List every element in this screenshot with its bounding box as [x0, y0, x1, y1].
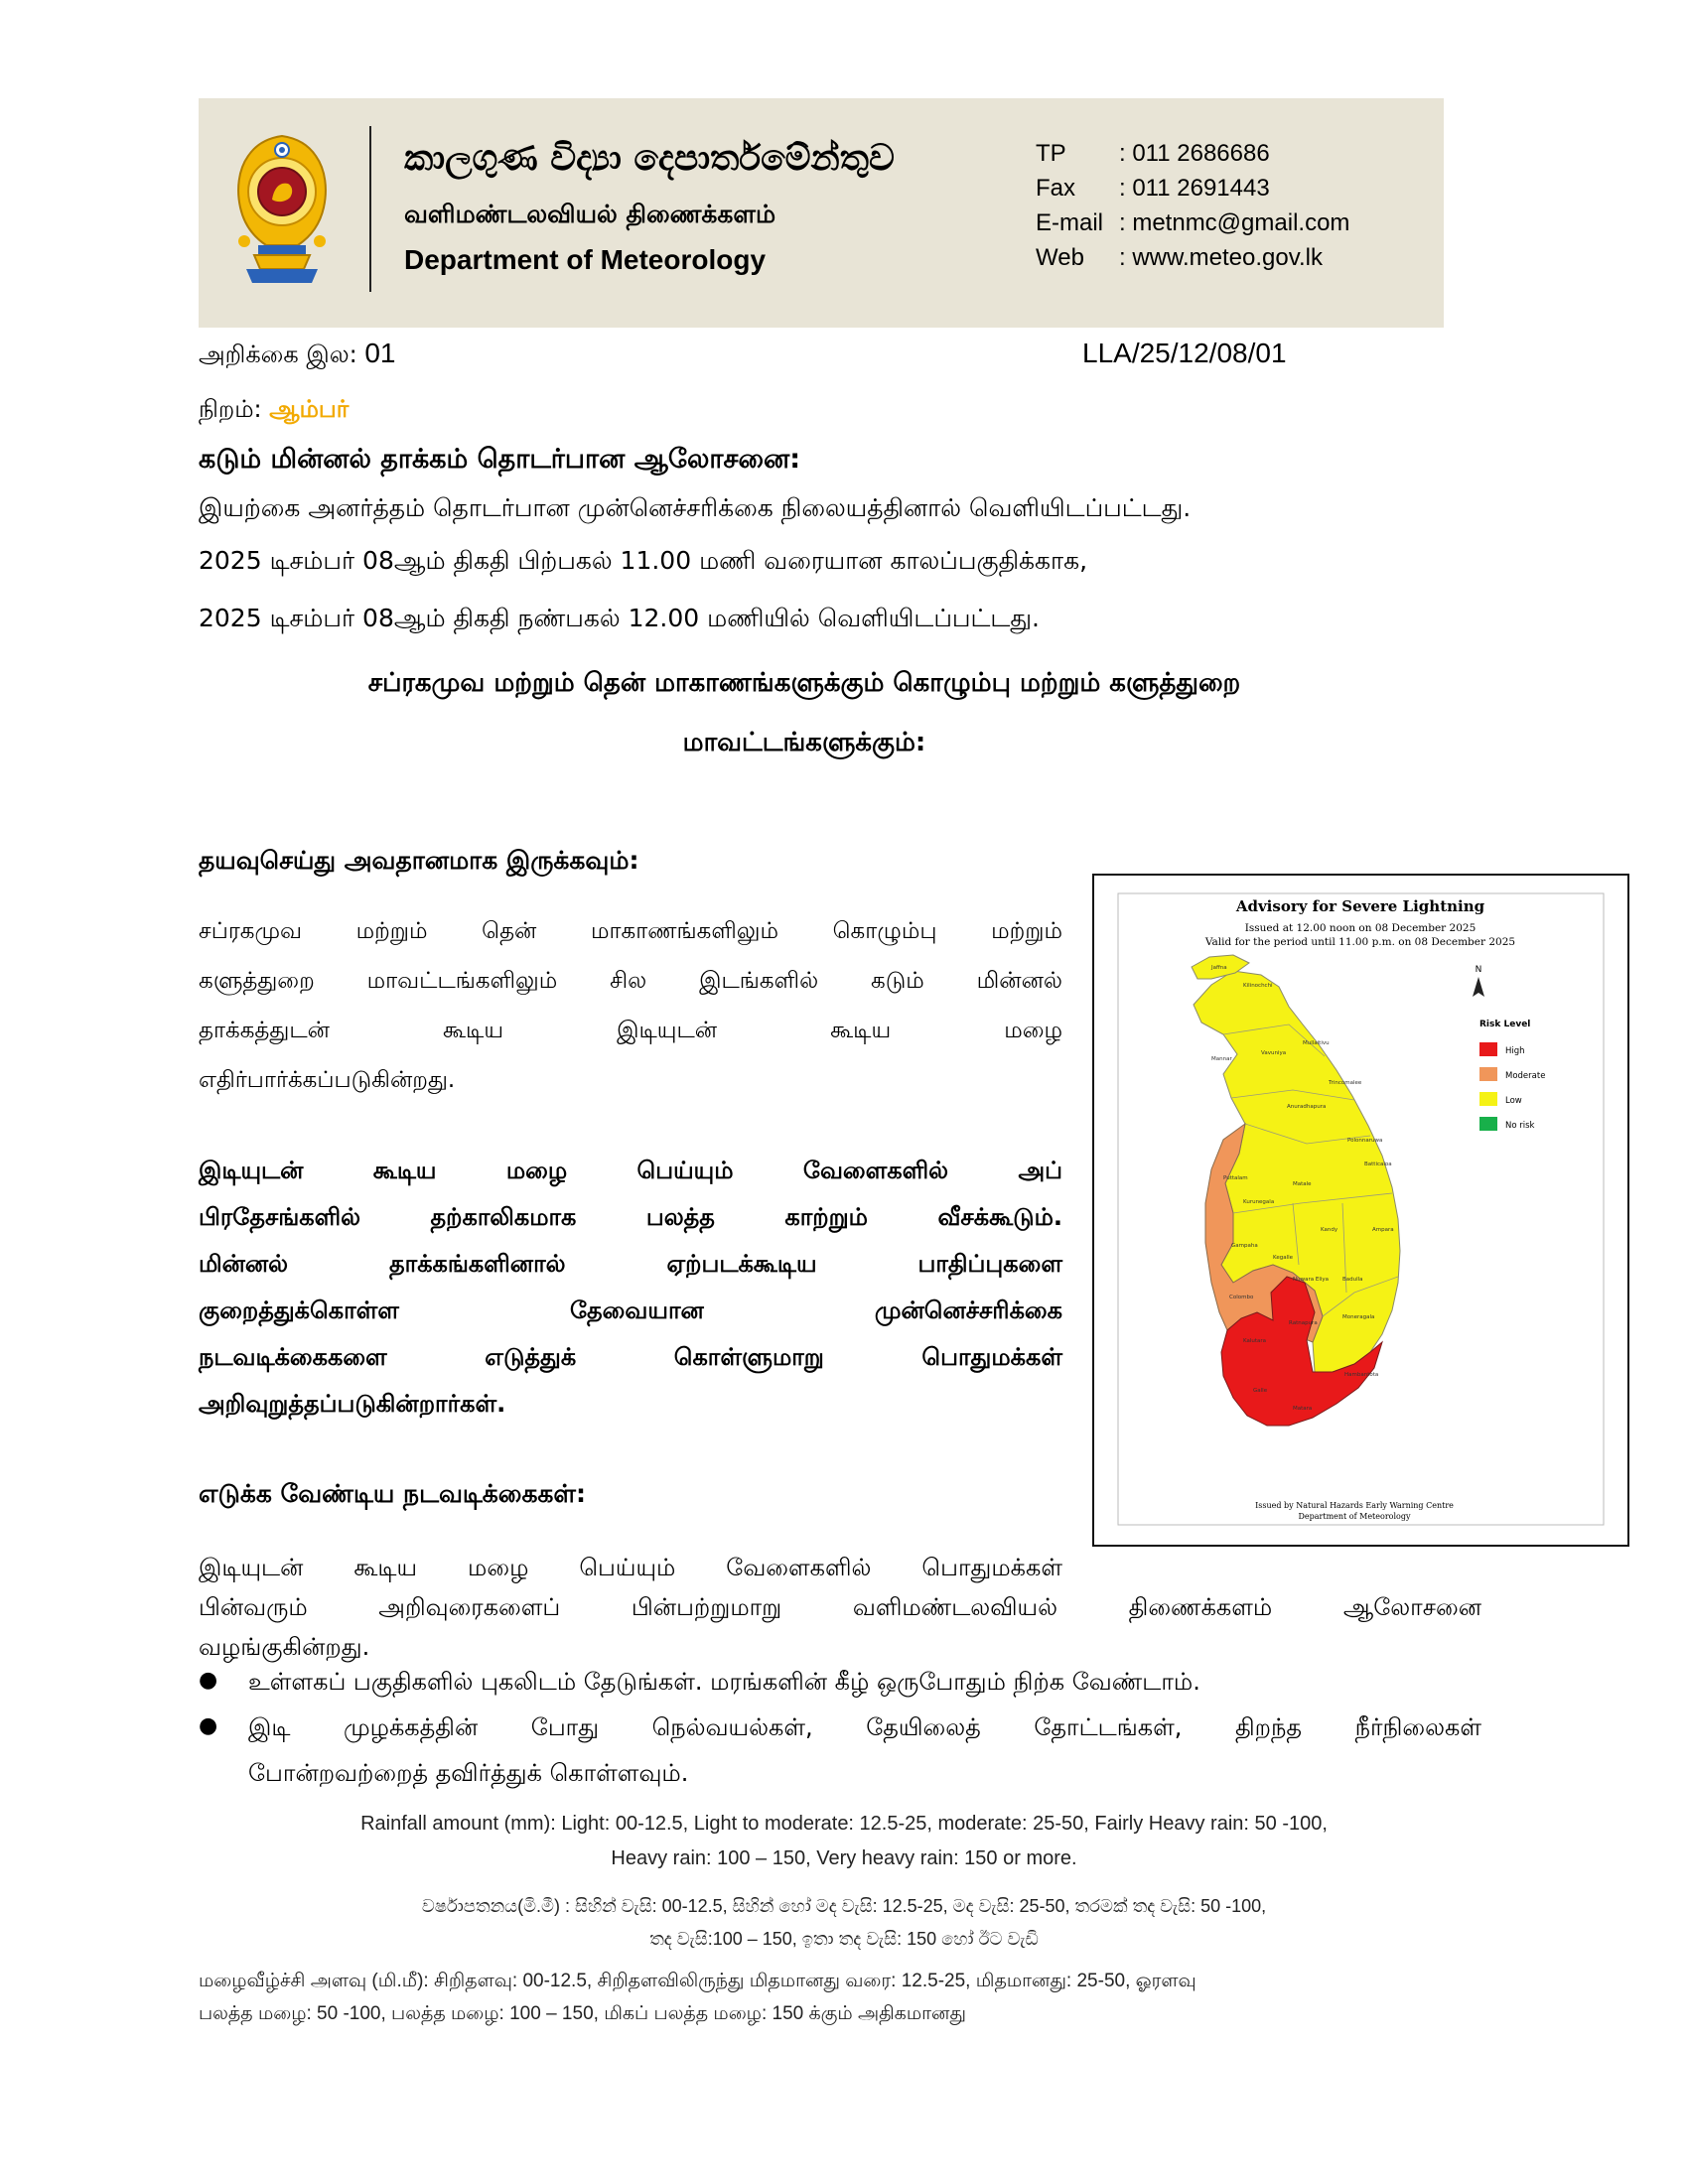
- paragraph-line: குறைத்துக்கொள்ள தேவையான முன்னெச்சரிக்கை: [199, 1297, 1062, 1324]
- contact-web: Web : www.meteo.gov.lk: [1036, 244, 1323, 271]
- map-footer-line-1: Issued by Natural Hazards Early Warning Centre: [1255, 1501, 1454, 1510]
- district-label: Kurunegala: [1243, 1199, 1275, 1205]
- legend-swatch: [1479, 1067, 1497, 1081]
- district-label: Kalutara: [1243, 1338, 1267, 1344]
- legend-label: High: [1505, 1046, 1525, 1056]
- paragraph-expectation: [199, 918, 1062, 1117]
- legend-swatch: [1479, 1092, 1497, 1106]
- district-label: Mullaitivu: [1303, 1040, 1330, 1046]
- district-label: Ratnapura: [1289, 1320, 1318, 1326]
- legend-label: Moderate: [1505, 1071, 1546, 1081]
- legend-title: Risk Level: [1479, 1020, 1531, 1029]
- department-name-english: Department of Meteorology: [404, 244, 767, 275]
- rainfall-scale-sinhala-line-2: තද වැසි:100 – 150, ඉතා තද වැසි: 150 හෝ ඊට වැඩි: [649, 1929, 1039, 1949]
- rainfall-scale-english-line-2: Heavy rain: 100 – 150, Very heavy rain: 150 or more.: [611, 1847, 1077, 1869]
- district-label: Vavuniya: [1261, 1050, 1287, 1056]
- notice-colour: நிறம்: ஆம்பர்: [199, 395, 350, 423]
- district-label: Nuwara Eliya: [1293, 1277, 1330, 1283]
- map-valid-text: Valid for the period until 11.00 p.m. on 08 December 2025: [1204, 936, 1516, 948]
- attention-heading: தயவுசெய்து அவதானமாக இருக்கவும்:: [199, 846, 639, 875]
- district-label: Hambantota: [1344, 1372, 1379, 1378]
- district-label: Kandy: [1321, 1227, 1338, 1233]
- lightning-risk-map: [1092, 874, 1629, 1547]
- paragraph-line: மின்னல் தாக்கங்களினால் ஏற்படக்கூடிய பாதிப்புகளை: [199, 1250, 1062, 1278]
- paragraph-precautions: [199, 1157, 1062, 1436]
- advice-list: [199, 1668, 1481, 1805]
- rainfall-scale-sinhala-line-1: වර්ෂාපතනය(මි.මී) : සිහින් වැසි: 00-12.5, සිහින් හෝ මද වැසි: 12.5-25, මද වැසි: 25-50, තරමක් තද වැසි: 50 -100,: [421, 1896, 1267, 1916]
- department-name-sinhala: කාලගුණ විද්‍යා දෙපාර්තමේන්තුව: [404, 138, 895, 179]
- rainfall-scale-tamil-line-1: மழைவீழ்ச்சி அளவு (மி.மீ): சிறிதளவு: 00-12.5, சிறிதளவிலிருந்து மிதமானது வரை: 12.5-25, மிதமானது: 25-50, ஓரளவு: [199, 1971, 1196, 1991]
- paragraph-line: பின்வரும் அறிவுரைகளைப் பின்பற்றுமாறு வளிமண்டலவியல் திணைக்களம் ஆலோசனை: [199, 1593, 1481, 1621]
- rainfall-scale-tamil-line-2: பலத்த மழை: 50 -100, பலத்த மழை: 100 – 150, மிகப் பலத்த மழை: 150 க்கும் அதிகமானது: [199, 2003, 966, 2024]
- bullet-icon: ●: [199, 1668, 218, 1693]
- district-label: Puttalam: [1223, 1175, 1248, 1181]
- contact-details: [1036, 140, 1349, 279]
- district-label: Colombo: [1229, 1295, 1254, 1300]
- sri-lanka-emblem-icon: [228, 130, 336, 289]
- district-label: Mannar: [1211, 1056, 1232, 1062]
- paragraph-line: தாக்கத்துடன் கூடிய இடியுடன் கூடிய மழை: [199, 1018, 1062, 1043]
- contact-fax: Fax : 011 2691443: [1036, 175, 1270, 202]
- district-label: Gampaha: [1231, 1243, 1258, 1249]
- legend-label: Low: [1505, 1096, 1522, 1106]
- district-label: Moneragala: [1342, 1314, 1375, 1320]
- map-title: Advisory for Severe Lightning: [1235, 897, 1485, 915]
- contact-email: E-mail : metnmc@gmail.com: [1036, 209, 1350, 236]
- advisory-issued-by: இயற்கை அனர்த்தம் தொடர்பான முன்னெச்சரிக்கை நிலையத்தினால் வெளியிடப்பட்டது.: [199, 493, 1192, 522]
- district-label: Jaffna: [1211, 965, 1227, 971]
- affected-areas-line-1: சப்ரகமுவ மற்றும் தென் மாகாணங்களுக்கும் கொழும்பு மற்றும் களுத்துறை: [367, 668, 1241, 698]
- paragraph-line: களுத்துறை மாவட்டங்களிலும் சில இடங்களில் கடும் மின்னல்: [199, 968, 1062, 994]
- advisory-title: கடும் மின்னல் தாக்கம் தொடர்பான ஆலோசனை:: [199, 444, 801, 475]
- district-label: Galle: [1253, 1388, 1268, 1394]
- map-footer-line-2: Department of Meteorology: [1298, 1512, 1411, 1521]
- affected-areas-line-2: மாவட்டங்களுக்கும்:: [682, 728, 926, 757]
- svg-text:N: N: [1475, 965, 1482, 975]
- paragraph-line: பிரதேசங்களில் தற்காலிகமாக பலத்த காற்றும் வீசக்கூடும்.: [199, 1203, 1062, 1231]
- district-label: Polonnaruwa: [1347, 1138, 1383, 1144]
- bullet-icon: ●: [199, 1713, 218, 1738]
- paragraph-line: வழங்குகின்றது.: [199, 1633, 370, 1661]
- letterhead: [199, 98, 1444, 328]
- list-item: ● இடி முழக்கத்தின் போது நெல்வயல்கள், தேயிலைத் தோட்டங்கள், திறந்த நீர்நிலைகள் போன்றவற்றைத் தவிர்த்துக் கொள்ளவும்.: [199, 1713, 1481, 1787]
- advisory-issued-time: 2025 டிசம்பர் 08ஆம் திகதி நண்பகல் 12.00 மணியில் வெளியிடப்பட்டது.: [199, 604, 1040, 632]
- legend-swatch: [1479, 1042, 1497, 1056]
- risk-map-figure: [1094, 876, 1627, 1545]
- department-name-tamil: வளிமண்டலவியல் திணைக்களம்: [404, 200, 776, 228]
- paragraph-advice: [199, 1554, 1481, 1673]
- district-label: Batticaloa: [1364, 1161, 1392, 1167]
- district-label: Kilinochchi: [1243, 983, 1273, 989]
- notice-number: அறிக்கை இல: 01: [199, 338, 396, 368]
- district-label: Kegalle: [1273, 1255, 1294, 1261]
- rainfall-scale-english-line-1: Rainfall amount (mm): Light: 00-12.5, Light to moderate: 12.5-25, moderate: 25-50, Fairly Heavy rain: 50 -100,: [360, 1813, 1328, 1835]
- district-label: Anuradhapura: [1287, 1104, 1327, 1110]
- district-label: Matale: [1293, 1181, 1312, 1187]
- district-label: Trincomalee: [1329, 1080, 1362, 1086]
- actions-heading: எடுக்க வேண்டிய நடவடிக்கைகள்:: [199, 1479, 586, 1508]
- paragraph-line: சப்ரகமுவ மற்றும் தென் மாகாணங்களிலும் கொழும்பு மற்றும்: [199, 918, 1062, 944]
- map-issued-text: Issued at 12.00 noon on 08 December 2025: [1244, 922, 1477, 934]
- district-label: Badulla: [1342, 1277, 1363, 1283]
- paragraph-line: இடியுடன் கூடிய மழை பெய்யும் வேளைகளில் பொதுமக்கள்: [199, 1554, 1062, 1581]
- contact-phone: TP : 011 2686686: [1036, 140, 1270, 167]
- paragraph-line: அறிவுறுத்தப்படுகின்றார்கள்.: [199, 1390, 506, 1418]
- district-label: Matara: [1293, 1406, 1313, 1412]
- list-item: ● உள்ளகப் பகுதிகளில் புகலிடம் தேடுங்கள். மரங்களின் கீழ் ஒருபோதும் நிற்க வேண்டாம்.: [199, 1668, 1200, 1696]
- paragraph-line: இடியுடன் கூடிய மழை பெய்யும் வேளைகளில் அப்: [199, 1157, 1062, 1184]
- legend-swatch: [1479, 1117, 1497, 1131]
- paragraph-line: எதிர்பார்க்கப்படுகின்றது.: [199, 1067, 456, 1093]
- paragraph-line: நடவடிக்கைகளை எடுத்துக் கொள்ளுமாறு பொதுமக்கள்: [199, 1343, 1062, 1371]
- notice-reference: LLA/25/12/08/01: [1082, 338, 1287, 368]
- header-divider: [369, 126, 371, 292]
- district-label: Ampara: [1372, 1227, 1394, 1233]
- advisory-valid-period: 2025 டிசம்பர் 08ஆம் திகதி பிற்பகல் 11.00 மணி வரையான காலப்பகுதிக்காக,: [199, 546, 1088, 575]
- legend-label: No risk: [1505, 1121, 1535, 1131]
